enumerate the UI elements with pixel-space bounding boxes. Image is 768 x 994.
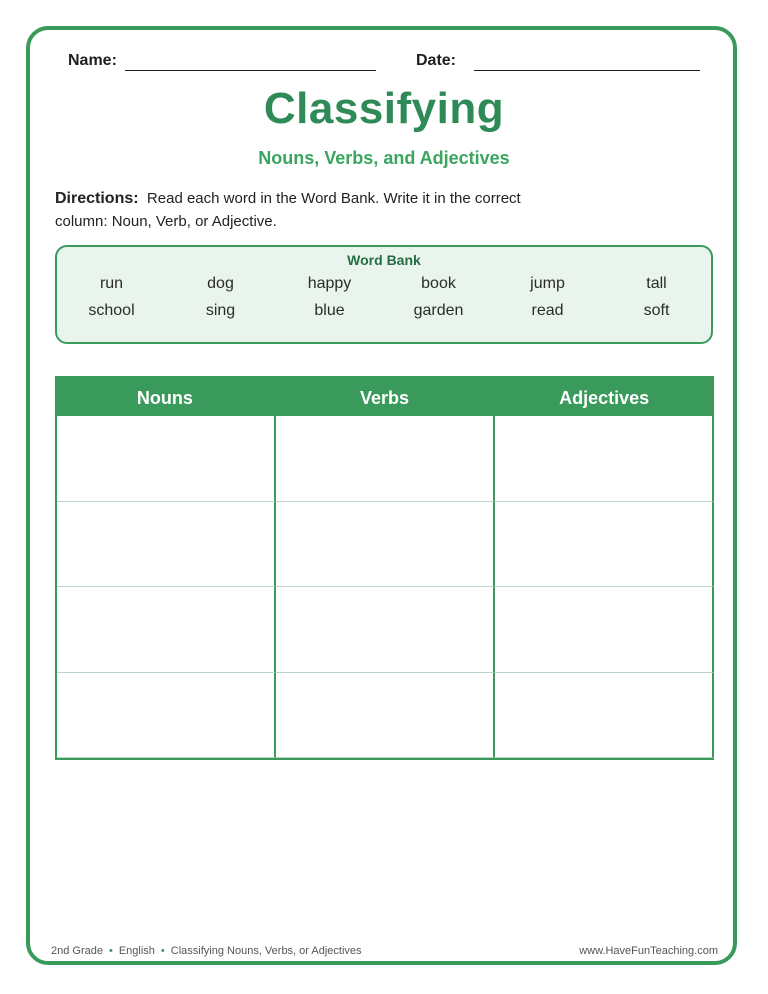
word-bank-word: book (421, 275, 456, 292)
footer-breadcrumb (51, 945, 362, 957)
table-cell[interactable] (57, 502, 276, 588)
date-label: Date: (416, 52, 457, 69)
table-cell[interactable] (276, 673, 495, 759)
table-cell[interactable] (495, 416, 714, 502)
table-header (55, 376, 714, 416)
date-line[interactable] (474, 70, 700, 71)
word-bank-word: run (99, 275, 124, 292)
word-bank-word: sing (205, 302, 236, 319)
table-cell[interactable] (276, 416, 495, 502)
footer-site-link[interactable]: www.HaveFunTeaching.com (579, 945, 718, 957)
word-bank-word: dog (207, 275, 234, 292)
table-cell[interactable] (276, 587, 495, 673)
table-cell[interactable] (495, 587, 714, 673)
table-cell[interactable] (57, 587, 276, 673)
word-bank-word: read (531, 302, 564, 319)
bullet-icon: • (160, 945, 165, 957)
column-header-verbs: Verbs (359, 388, 410, 408)
page-subtitle: Nouns, Verbs, and Adjectives (258, 148, 510, 168)
word-bank-word: happy (307, 275, 352, 292)
footer-grade: 2nd Grade (51, 945, 103, 957)
bullet-icon: • (108, 945, 113, 957)
word-bank-grid (57, 275, 711, 320)
directions-text: Read each word in the Word Bank. Write it in the correct column: Noun, Verb, or Adjective. (55, 190, 521, 230)
page-title: Classifying (263, 84, 505, 133)
word-bank-word: blue (314, 302, 345, 319)
footer-topic: Classifying Nouns, Verbs, or Adjectives (170, 945, 362, 957)
word-bank (55, 245, 713, 344)
table-cell[interactable] (57, 673, 276, 759)
column-header-adjectives: Adjectives (559, 388, 650, 408)
table-body (55, 416, 714, 760)
directions-label: Directions: (55, 190, 139, 207)
word-bank-word: garden (413, 302, 464, 319)
word-bank-word: tall (646, 275, 667, 292)
table-cell[interactable] (57, 416, 276, 502)
table-cell[interactable] (495, 502, 714, 588)
directions (55, 187, 575, 233)
classification-table (55, 376, 714, 759)
table-cell[interactable] (495, 673, 714, 759)
word-bank-title: Word Bank (347, 252, 421, 268)
word-bank-word: soft (643, 302, 670, 319)
name-line[interactable] (125, 70, 376, 71)
footer-subject: English (118, 945, 155, 957)
word-bank-word: school (88, 302, 135, 319)
name-label: Name: (68, 52, 117, 69)
table-cell[interactable] (276, 502, 495, 588)
column-header-nouns: Nouns (136, 388, 193, 408)
word-bank-word: jump (530, 275, 565, 292)
